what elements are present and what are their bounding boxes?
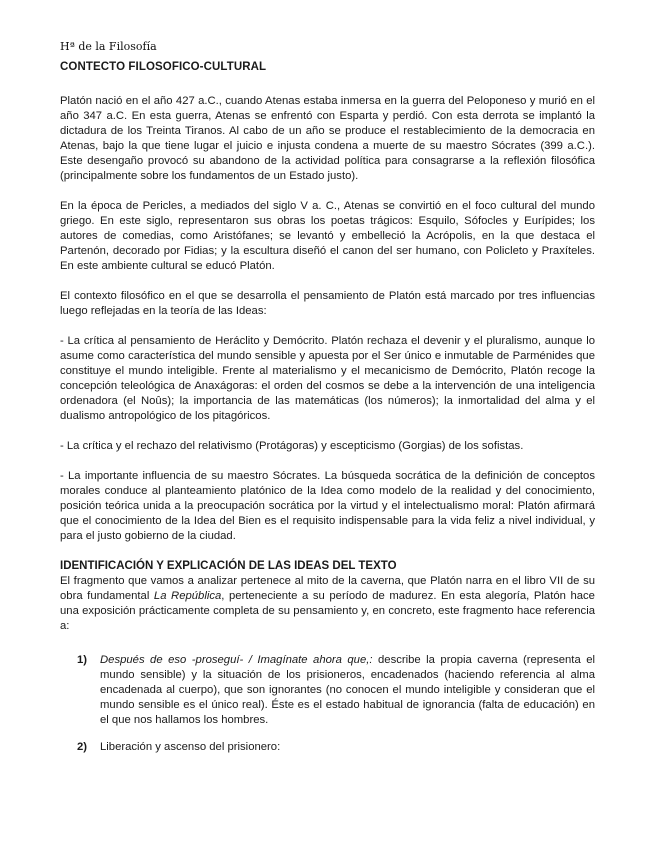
list-item [60, 740, 595, 755]
running-header: Hª de la Filosofía [60, 40, 157, 53]
paragraph-socrates: - La importante influencia de su maestro Sócrates. La búsqueda socrática de la definición de conceptos morales conduce al planteamiento platónico de la Idea como modelo de la realidad y del conocimiento, posición teórica unida a la preocupación socrática por la virtud y el intelectualismo moral: Platón afirmará que el conocimiento de la Idea del Bien es el requisito indispensable para la vida feliz a nivel individual, y para el justo gobierno de la ciudad. [60, 470, 595, 542]
list-text: describe la propia caverna (representa el mundo sensible) y la situación de los prisioneros, encadenados (haciendo referencia al alma encadenada al cuerpo), que son ignorantes (no conocen el mundo inteligible y consideran que el mundo sensible es el único real). Éste es el estado habitual de ignorancia (falta de educación) en el que nos hallamos los hombres. [100, 654, 595, 726]
numbered-list [60, 653, 595, 755]
list-item [60, 653, 595, 728]
list-text: Liberación y ascenso del prisionero: [100, 741, 281, 753]
paragraph-heraclito-democrito: - La crítica al pensamiento de Heráclito y Demócrito. Platón rechaza el devenir y el pluralismo, aunque lo asume como característica del mundo sensible y apuesta por el Ser único e inmutable de Parménides que constituye el mundo inteligible. Frente al materialismo y el mecanicismo de Demócrito, Platón recoge la concepción teleológica de Anaxágoras: el orden del cosmos se debe a la intervención de una inteligencia ordenadora (el Noûs); la importancia de las matemáticas (los números); la inmortalidad del alma y el dualismo antropológico de los pitagóricos. [60, 335, 595, 422]
list-quote: Después de eso -proseguí- / Imagínate ahora que,: [100, 654, 373, 666]
paragraph-sofistas: - La crítica y el rechazo del relativismo (Protágoras) y escepticismo (Gorgias) de los sofistas. [60, 440, 524, 452]
intro-text-before: El fragmento que vamos a analizar pertenece al mito de la caverna, que Platón narra en el libro VII de su obra fundamental [60, 575, 595, 602]
document-body [60, 60, 595, 767]
paragraph-influences-intro: El contexto filosófico en el que se desarrolla el pensamiento de Platón está marcado por tres influencias luego reflejadas en la teoría de las Ideas: [60, 290, 595, 317]
list-number: 2) [77, 741, 88, 753]
section-title-context: CONTECTO FILOSOFICO-CULTURAL [60, 61, 267, 73]
section-title-ideas: IDENTIFICACIÓN Y EXPLICACIÓN DE LAS IDEAS DEL TEXTO [60, 560, 397, 572]
paragraph-pericles: En la época de Pericles, a mediados del siglo V a. C., Atenas se convirtió en el foco cultural del mundo griego. En este siglo, representaron sus obras los poetas trágicos: Esquilo, Sófocles y Eurípides; los autores de comedias, como Aristófanes; se levantó y embelleció la Acrópolis, en la que destaca el Partenón, decorado por Fidias; y la escultura diseñó el canon del ser humano, con Policleto y Praxíteles. En este ambiente cultural se educó Platón. [60, 200, 595, 272]
paragraph-platon-bio: Platón nació en el año 427 a.C., cuando Atenas estaba inmersa en la guerra del Peloponeso y murió en el año 347 a.C. En esta guerra, Atenas se enfrentó con Esparta y perdió. Con esta derrota se implantó la dictadura de los Treinta Tiranos. Al cabo de un año se produce el restablecimiento de la democracia en Atenas, bajo la que tiene lugar el juicio e injusta condena a muerte de su maestro Sócrates (399 a.C.). Este desengaño provocó su abandono de la actividad política para consagrarse a la reflexión filosófica (principalmente sobre los fundamentos de un Estado justo). [60, 95, 595, 182]
work-title: La República [153, 590, 222, 602]
paragraph-fragment-intro [60, 574, 595, 634]
list-number: 1) [77, 654, 88, 666]
intro-text-after: , perteneciente a su período de madurez. En esta alegoría, Platón hace una exposición prácticamente completa de su pensamiento y, en concreto, este fragmento hace referencia a: [60, 590, 595, 632]
